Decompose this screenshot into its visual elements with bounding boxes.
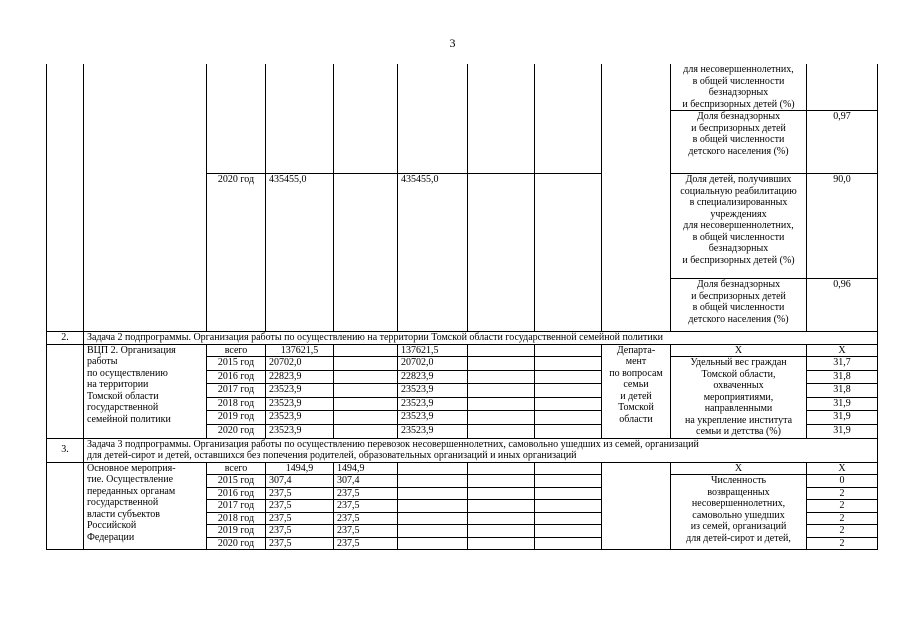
program-table: [46, 64, 878, 550]
task2-row: 2015 год 20702,0 20702,0 Удельный вес граждан Томской области, охваченных мероприятиями, направленными на укрепление института семьи и детства (%) 31,7: [47, 357, 878, 371]
task3-row: 2015 год 307,4 307,4 Численность возвращенных несовершеннолетних, самовольно ушедших из семей, организаций для детей-сирот и детей, 0: [47, 475, 878, 488]
task3-row: 2019 год 237,5 237,5 2: [47, 525, 878, 538]
year-cell: 2020 год: [207, 174, 266, 332]
task2-row: 2016 год 22823,9 22823,9 31,8: [47, 370, 878, 384]
task3-row: 2016 год 237,5 237,5 2: [47, 487, 878, 500]
task2-row: 2020 год 23523,9 23523,9 31,9: [47, 424, 878, 438]
executor: Департа- мент по вопросам семьи и детей Томской области: [602, 344, 671, 438]
task2-header: [47, 332, 878, 345]
task3-header: [47, 438, 878, 462]
indicator-text: Доля детей, получивших социальную реабилитацию в специализированных учреждениях для несовершеннолетних, в общей численности безнадзорных и беспризорных детей (%): [671, 174, 807, 279]
col4-cell: 435455,0: [398, 174, 468, 332]
indicator-value: 90,0: [807, 174, 878, 279]
indicator-value: 0,96: [807, 279, 878, 332]
program-name: ВЦП 2. Организация работы по осуществлению на территории Томской области государственной семейной политики: [84, 344, 207, 438]
indicator-text: Численность возвращенных несовершеннолетних, самовольно ушедших из семей, организаций для детей-сирот и детей,: [671, 475, 807, 550]
program-name: Основное мероприя- тие. Осуществление переданных органам государственной власти субъектов Российской Федерации: [84, 462, 207, 550]
indicator-text: Доля безнадзорных и беспризорных детей в общей численности детского населения (%): [671, 279, 807, 332]
indicator-text: для несовершеннолетних, в общей численности безнадзорных и беспризорных детей (%) Доля безнадзорных и беспризорных детей в общей численности детского населения (%): [671, 64, 807, 174]
task-title: Задача 2 подпрограммы. Организация работы по осуществлению на территории Томской области государственной семейной политики: [84, 332, 878, 345]
task3-row: Основное мероприя- тие. Осуществление переданных органам государственной власти субъектов Российской Федерации всего 1494,9 1494,9 Х Х: [47, 462, 878, 475]
task3-row: 2018 год 237,5 237,5 2: [47, 512, 878, 525]
indicator-value: 0,97: [807, 64, 878, 174]
indicator-text: Удельный вес граждан Томской области, охваченных мероприятиями, направленными на укрепление института семьи и детства (%): [671, 357, 807, 439]
task2-row: 2017 год 23523,9 23523,9 31,8: [47, 384, 878, 398]
task-number: 3.: [47, 438, 84, 462]
task2-row: 2018 год 23523,9 23523,9 31,9: [47, 397, 878, 411]
task3-row: 2020 год 237,5 237,5 2: [47, 537, 878, 550]
task-number: 2.: [47, 332, 84, 345]
top-row-a: [47, 64, 878, 174]
task-title: Задача 3 подпрограммы. Организация работы по осуществлению перевозок несовершеннолетних, самовольно ушедших из семей, организаций для детей-сирот и детей, оставшихся без попечения родителей, образовательных организаций и иных организаций: [84, 438, 878, 462]
page-number: 3: [449, 36, 456, 50]
task3-row: 2017 год 237,5 237,5 2: [47, 500, 878, 513]
task2-row: ВЦП 2. Организация работы по осуществлению на территории Томской области государственной семейной политики всего 137621,5 137621,5 Департа- мент по вопросам семьи и детей Томской области Х Х: [47, 344, 878, 357]
task2-row: 2019 год 23523,9 23523,9 31,9: [47, 411, 878, 425]
total-cell: 435455,0: [266, 174, 334, 332]
